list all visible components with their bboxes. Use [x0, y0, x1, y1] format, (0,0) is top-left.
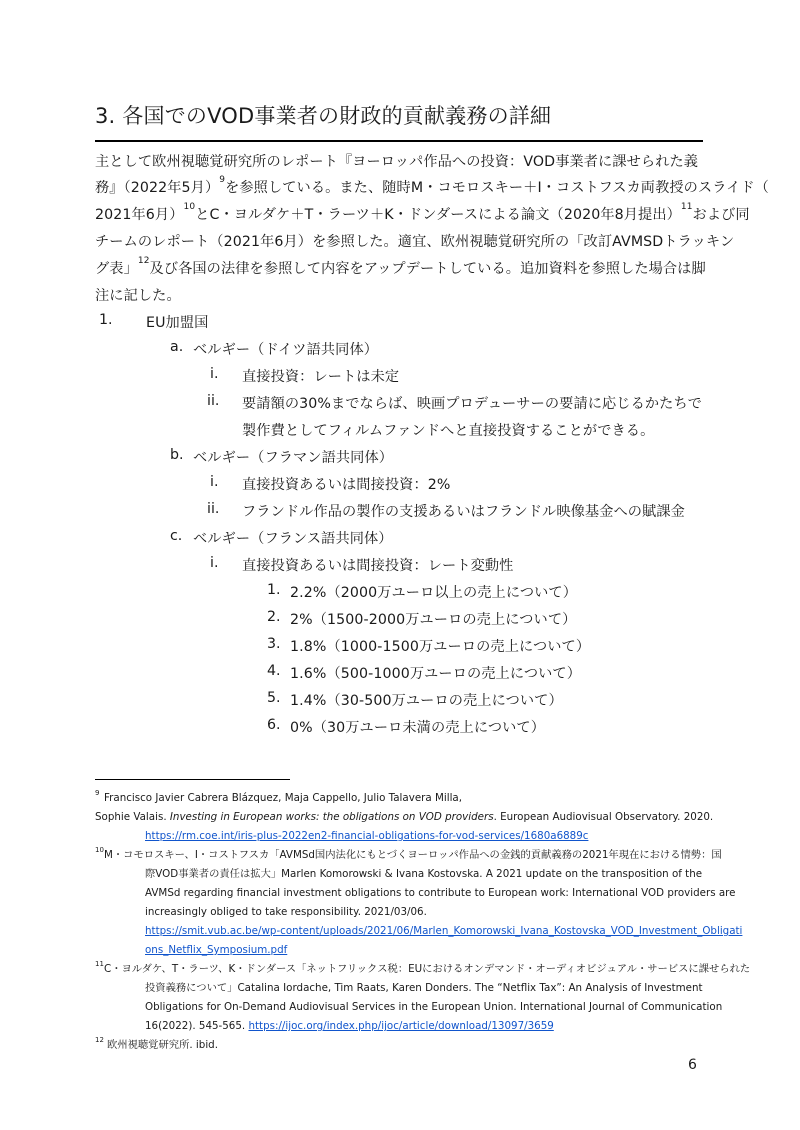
- footnote-text: . European Audiovisual Observatory. 2020.: [493, 811, 714, 823]
- intro-line-4: [95, 231, 734, 251]
- heading-rule: [95, 140, 703, 142]
- footnote-10-link-line-2: [145, 941, 287, 960]
- intro-line-2: [95, 177, 769, 197]
- footnote-11-line-2: 投資義務について」Catalina Iordache, Tim Raats, Karen Donders. The “Netflix Tax”: An Analysis of Investment: [145, 982, 703, 994]
- list-marker: b.: [170, 447, 184, 463]
- rate-item: 1.6%（500-1000万ユーロの売上について）: [290, 666, 582, 682]
- rate-item: 0%（30万ユーロ未満の売上について）: [290, 720, 545, 736]
- list-item-belgium-flemish: ベルギー（フラマン語共同体）: [193, 450, 394, 466]
- list-item: フランドル作品の製作の支援あるいはフランドル映像基金への賦課金: [242, 504, 685, 520]
- footnote-ref-9[interactable]: 9: [219, 175, 226, 185]
- section-heading: 3. 各国でのVOD事業者の財政的貢献義務の詳細: [95, 104, 552, 128]
- footnote-10-link-line-1: [145, 922, 742, 941]
- list-marker: a.: [170, 339, 184, 355]
- footnote-10-line-2: 際VOD事業者の責任は拡大」Marlen Komorowski & Ivana Kostovska. A 2021 update on the transposition of the: [145, 868, 703, 880]
- footnote-separator: [95, 779, 290, 780]
- list-item-continued: 製作費としてフィルムファンドへと直接投資することができる。: [242, 423, 655, 439]
- list-marker: i.: [210, 366, 219, 382]
- list-marker: 1.: [99, 312, 113, 328]
- footnote-text: Sophie Valais.: [95, 811, 170, 823]
- intro-text: 主として欧州視聴覚研究所のレポート『ヨーロッパ作品への投資：VOD事業者に課せられた義: [95, 154, 699, 170]
- footnote-11-line-3: Obligations for On-Demand Audiovisual Services in the European Union. International Journal of Communication: [145, 1001, 723, 1013]
- footnote-number: 12: [95, 1036, 104, 1044]
- intro-line-3: [95, 204, 750, 224]
- footnote-11-line-4: [145, 1017, 554, 1036]
- footnote-10-line-1: M・コモロスキー、I・コストフスカ「AVMSd国内法化にもとづくヨーロッパ作品への金銭的貢献義務の2021年現在における情勢：国: [104, 849, 722, 861]
- list-item-belgium-french: ベルギー（フランス語共同体）: [193, 531, 393, 547]
- list-item: 直接投資：レートは未定: [242, 369, 400, 385]
- footnote-text: 16(2022). 545-565.: [145, 1020, 249, 1032]
- rate-item: 2.2%（2000万ユーロ以上の売上について）: [290, 585, 577, 601]
- intro-text: 務』（2022年5月）: [95, 180, 220, 196]
- list-marker: ii.: [207, 393, 220, 409]
- intro-text: を参照している。また、随時M・コモロスキー＋I・コストフスカ両教授のスライド（: [225, 180, 769, 196]
- footnote-9-link[interactable]: https://rm.coe.int/iris-plus-2022en2-financial-obligations-for-vod-services/1680a6889c: [145, 830, 589, 842]
- footnote-ref-11[interactable]: 11: [680, 202, 693, 212]
- list-marker: 3.: [267, 636, 281, 652]
- list-marker: i.: [210, 474, 219, 490]
- rate-item: 1.4%（30-500万ユーロの売上について）: [290, 693, 563, 709]
- intro-text: 注に記した。: [95, 288, 181, 304]
- list-marker: 5.: [267, 690, 281, 706]
- list-marker: 6.: [267, 717, 281, 733]
- rate-item: 2%（1500-2000万ユーロの売上について）: [290, 612, 577, 628]
- footnote-ref-10[interactable]: 10: [183, 202, 196, 212]
- list-item-belgium-german: ベルギー（ドイツ語共同体）: [193, 342, 379, 358]
- footnote-11-line-1: C・ヨルダケ、T・ラーツ、K・ドンダース「ネットフリックス税：EUにおけるオンデマンド・オーディオビジュアル・サービスに課せられた: [104, 963, 751, 975]
- intro-text: および同: [692, 207, 750, 223]
- list-item: 直接投資あるいは間接投資：レート変動性: [242, 558, 514, 574]
- list-marker: 1.: [267, 582, 281, 598]
- list-marker: i.: [210, 555, 219, 571]
- footnote-9-link-line: [145, 827, 588, 846]
- footnote-number: 9: [95, 789, 100, 797]
- footnote-12-line-1: 欧州視聴覚研究所. ibid.: [107, 1039, 218, 1051]
- list-marker: 2.: [267, 609, 281, 625]
- list-item: 要請額の30%までならば、映画プロデューサーの要請に応じるかたちで: [242, 396, 702, 412]
- intro-line-6: [95, 285, 181, 305]
- footnote-10-link-continued[interactable]: ons_Netflix_Symposium.pdf: [145, 944, 288, 956]
- list-item: 直接投資あるいは間接投資：2%: [242, 477, 451, 493]
- rate-item: 1.8%（1000-1500万ユーロの売上について）: [290, 639, 591, 655]
- intro-line-5: [95, 258, 706, 278]
- intro-line-1: [95, 151, 698, 171]
- list-marker: ii.: [207, 501, 220, 517]
- footnote-ref-12[interactable]: 12: [137, 256, 150, 266]
- footnote-number: 11: [95, 960, 104, 968]
- list-item-eu: EU加盟国: [146, 315, 209, 331]
- footnote-9-line-1: Francisco Javier Cabrera Blázquez, Maja Cappello, Julio Talavera Milla,: [104, 792, 463, 804]
- footnote-10-link[interactable]: https://smit.vub.ac.be/wp-content/uploads/2021/06/Marlen_Komorowski_Ivana_Kostovska_VOD_Investment_Obligati: [145, 925, 743, 937]
- footnote-11-link[interactable]: https://ijoc.org/index.php/ijoc/article/download/13097/3659: [248, 1020, 554, 1032]
- intro-text: 及び各国の法律を参照して内容をアップデートしている。追加資料を参照した場合は脚: [149, 261, 706, 277]
- page-number: 6: [688, 1057, 697, 1073]
- footnote-title: Investing in European works: the obligations on VOD providers: [169, 811, 494, 823]
- intro-text: グ表」: [95, 261, 138, 277]
- intro-text: 2021年6月）: [95, 207, 184, 223]
- footnote-10-line-3: AVMSd regarding financial investment obligations to contribute to European work: International VOD providers are: [145, 887, 736, 899]
- intro-text: とC・ヨルダケ＋T・ラーツ＋K・ドンダースによる論文（2020年8月提出）: [195, 207, 681, 223]
- footnote-number: 10: [95, 846, 104, 854]
- list-marker: 4.: [267, 663, 281, 679]
- list-marker: c.: [170, 528, 183, 544]
- intro-text: チームのレポート（2021年6月）を参照した。適宜、欧州視聴覚研究所の「改訂AVMSDトラッキン: [95, 234, 735, 250]
- footnote-10-line-4: increasingly obliged to take responsibility. 2021/03/06.: [145, 906, 427, 918]
- footnote-9-line-2: [95, 808, 713, 827]
